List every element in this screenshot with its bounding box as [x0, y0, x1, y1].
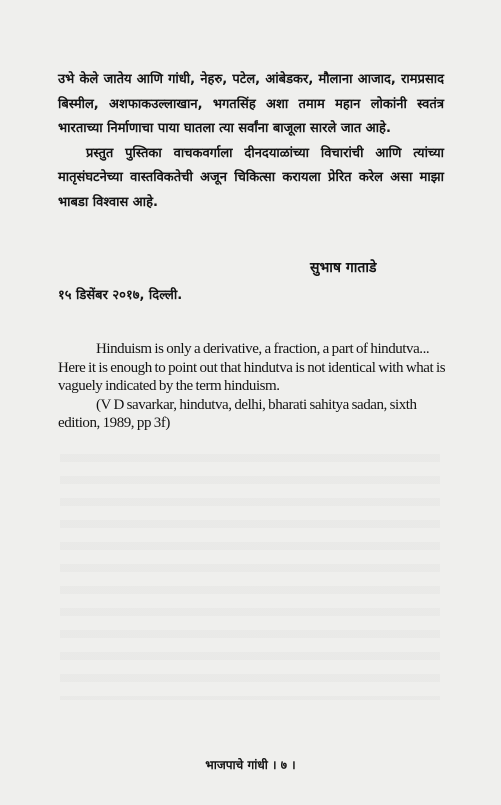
page-footer: भाजपाचे गांधी । ७ । — [205, 758, 296, 772]
dateline: १५ डिसेंबर २०१७, दिल्ली. — [58, 288, 183, 303]
body-text — [58, 68, 444, 215]
author-signature: सुभाष गाताडे — [310, 260, 377, 276]
paragraph-1: उभे केले जातेय आणि गांधी, नेहरु, पटेल, आंबेडकर, मौलाना आजाद, रामप्रसाद बिस्मील, अशफाकउल्लाखान, भगतसिंह अशा तमाम महान लोकांनी स्वतंत्र भारताच्या निर्माणाचा पाया घातला त्या सर्वांना बाजूला सारले जात आहे. — [58, 72, 444, 136]
quote-citation: (V D savarkar, hindutva, delhi, bharati sahitya sadan, sixth edition, 1989, pp 3f) — [58, 396, 417, 431]
paragraph-2: प्रस्तुत पुस्तिका वाचकवर्गाला दीनदयाळांच्या विचारांची आणि त्यांच्या मातृसंघटनेच्या वास्तविकतेची अजून चिकित्सा करायला प्रेरित करेल असा माझा भाबडा विश्वास आहे. — [58, 145, 444, 210]
epigraph-quote — [58, 340, 446, 433]
quote-text: Hinduism is only a derivative, a fraction, a part of hindutva... Here it is enough to point out that hindutva is not identical with what is vaguely indicated by the term hinduism. — [58, 341, 446, 394]
bleed-through-shading — [60, 440, 440, 700]
